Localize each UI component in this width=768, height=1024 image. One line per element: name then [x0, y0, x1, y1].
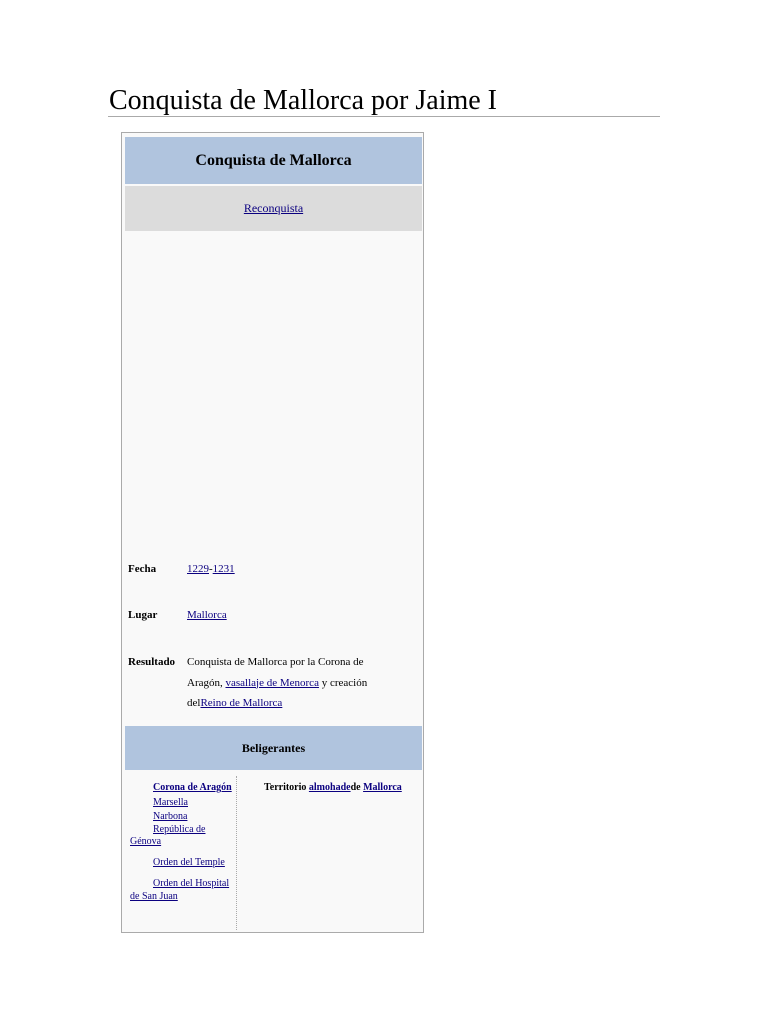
- list-item: [130, 857, 234, 870]
- corona-aragon-link[interactable]: Corona de Aragón: [153, 782, 232, 793]
- column-divider: [236, 776, 237, 930]
- de-text: de: [350, 782, 364, 793]
- genova-link[interactable]: República de Génova: [130, 823, 206, 847]
- infobox-subheader: [125, 186, 422, 231]
- reino-mallorca-link[interactable]: Reino de Mallorca: [200, 697, 283, 709]
- list-item: [130, 878, 234, 903]
- narbona-link[interactable]: Narbona: [153, 811, 188, 822]
- vasallaje-menorca-link[interactable]: vasallaje de Menorca: [225, 676, 319, 689]
- infobox: [121, 132, 424, 933]
- page-title: Conquista de Mallorca por Jaime I: [109, 85, 498, 116]
- mallorca-link[interactable]: Mallorca: [187, 609, 227, 621]
- belligerents-left: [130, 782, 234, 903]
- resultado-value: [187, 652, 387, 714]
- list-item: [130, 797, 234, 810]
- fecha-value: [187, 559, 387, 580]
- marsella-link[interactable]: Marsella: [153, 796, 188, 808]
- mallorca-territory-link[interactable]: Mallorca: [363, 782, 402, 793]
- almohade-link[interactable]: almohade: [308, 782, 351, 793]
- list-item: [130, 824, 234, 849]
- resultado-label: Resultado: [128, 656, 176, 668]
- list-item: [130, 782, 234, 795]
- resultado-text: Conquista de Mallorca por la Corona de Aragón,: [187, 656, 364, 689]
- orden-hospital-link[interactable]: Orden del Hospital de San Juan: [130, 878, 230, 902]
- list-item: [130, 811, 234, 824]
- territorio-text: Territorio: [264, 782, 309, 793]
- lugar-value: [187, 605, 387, 626]
- infobox-header: Conquista de Mallorca: [125, 137, 422, 184]
- resultado-text-2: y creación del: [187, 676, 368, 709]
- reconquista-link[interactable]: Reconquista: [243, 201, 304, 215]
- beligerantes-header: Beligerantes: [125, 726, 422, 770]
- fecha-label: Fecha: [128, 563, 157, 575]
- belligerents-right: [264, 782, 424, 795]
- lugar-label: Lugar: [128, 609, 158, 621]
- title-divider: [108, 116, 660, 117]
- year-1231-link[interactable]: 1231: [212, 563, 235, 575]
- fecha-separator: -: [209, 563, 213, 575]
- orden-temple-link[interactable]: Orden del Temple: [153, 856, 225, 868]
- year-1229-link[interactable]: 1229: [187, 563, 209, 575]
